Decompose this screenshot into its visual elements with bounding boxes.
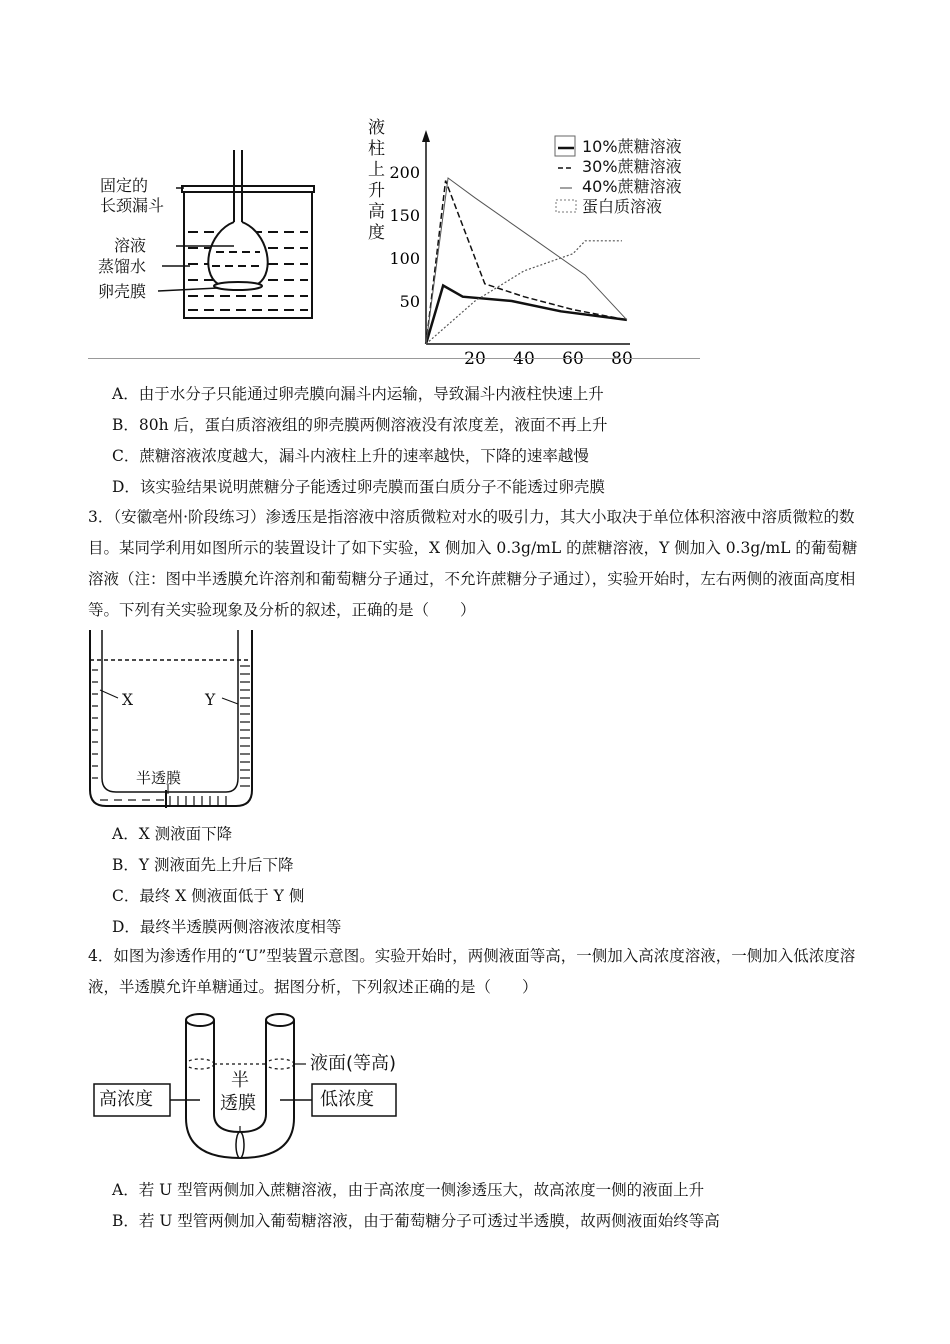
q4-option-b: B．若 U 型管两侧加入葡萄糖溶液，由于葡萄糖分子可透过半透膜，故两侧液面始终等高 xyxy=(112,1212,720,1230)
q3-option-a: A．X 测液面下降 xyxy=(112,825,233,843)
label-solution: 溶液 xyxy=(114,236,147,255)
x-tick-label: 20 xyxy=(464,349,486,369)
x-tick-label: 40 xyxy=(513,349,535,369)
y-tick-label: 150 xyxy=(389,206,420,225)
q2-option-b: B．80h 后，蛋白质溶液组的卵壳膜两侧溶液没有浓度差，液面不再上升 xyxy=(112,416,608,434)
q4-stem: 4．如图为渗透作用的“U”型装置示意图。实验开始时，两侧液面等高，一侧加入高浓度溶液，一侧加入低浓度溶液，半透膜允许单糖通过。据图分析，下列叙述正确的是（ ） xyxy=(88,947,856,996)
q4-label-high: 高浓度 xyxy=(99,1089,153,1110)
q3-option-d: D．最终半透膜两侧溶液浓度相等 xyxy=(112,918,342,936)
y-tick-label: 200 xyxy=(389,163,420,182)
label-eggshell-membrane: 卵壳膜 xyxy=(98,282,147,301)
q4-option-a: A．若 U 型管两侧加入蔗糖溶液，由于高浓度一侧渗透压大，故高浓度一侧的液面上升 xyxy=(112,1181,705,1199)
q3-label-membrane: 半透膜 xyxy=(136,769,182,787)
y-tick-label: 100 xyxy=(389,249,420,268)
label-distilled-water: 蒸馏水 xyxy=(98,257,147,276)
chart-y-label: 液柱上升高度 xyxy=(368,118,385,243)
legend-10-sucrose: 10%蔗糖溶液 xyxy=(582,137,682,156)
q3-label-x: X xyxy=(122,691,134,709)
q3-label-y: Y xyxy=(205,691,216,709)
q3-stem: 3．（安徽亳州·阶段练习）渗透压是指溶液中溶质微粒对水的吸引力，其大小取决于单位体积溶液中溶质微粒的数目。某同学利用如图所示的装置设计了如下实验，X 侧加入 0.3g/mL 的蔗糖溶液，Y 侧加入 0.3g/mL 的葡萄糖溶液（注：图中半透膜允许溶剂和葡萄糖分子通过，不允许蔗糖分子通过），实验开始时，左右两侧的液面高度相等。下列有关实验现象及分析的叙述，正确的是（ ） xyxy=(88,508,858,619)
divider-line xyxy=(88,358,700,359)
legend-protein: 蛋白质溶液 xyxy=(582,197,663,216)
q2-option-a: A．由于水分子只能通过卵壳膜向漏斗内运输，导致漏斗内液柱快速上升 xyxy=(112,385,604,403)
q3-option-c: C．最终 X 侧液面低于 Y 侧 xyxy=(112,887,305,905)
x-tick-label: 80 xyxy=(611,349,633,369)
legend-sample-protein xyxy=(556,200,576,212)
legend-30-sucrose: 30%蔗糖溶液 xyxy=(582,157,682,176)
q4-label-surface: 液面(等高) xyxy=(310,1053,397,1074)
q4-label-membrane-2: 透膜 xyxy=(220,1093,256,1114)
u-tube-concentration-figure xyxy=(90,1008,410,1168)
legend-40-sucrose: 40%蔗糖溶液 xyxy=(582,177,682,196)
y-tick-label: 50 xyxy=(399,292,420,311)
q3-option-b: B．Y 测液面先上升后下降 xyxy=(112,856,294,874)
label-fixed: 固定的 xyxy=(100,176,149,195)
x-tick-label: 60 xyxy=(562,349,584,369)
q4-label-low: 低浓度 xyxy=(320,1089,374,1110)
label-long-funnel: 长颈漏斗 xyxy=(100,196,165,215)
q4-label-membrane-1: 半 xyxy=(231,1070,249,1091)
q2-option-c: C．蔗糖溶液浓度越大，漏斗内液柱上升的速率越快，下降的速率越慢 xyxy=(112,447,589,465)
q2-option-d: D．该实验结果说明蔗糖分子能透过卵壳膜而蛋白质分子不能透过卵壳膜 xyxy=(112,478,605,496)
